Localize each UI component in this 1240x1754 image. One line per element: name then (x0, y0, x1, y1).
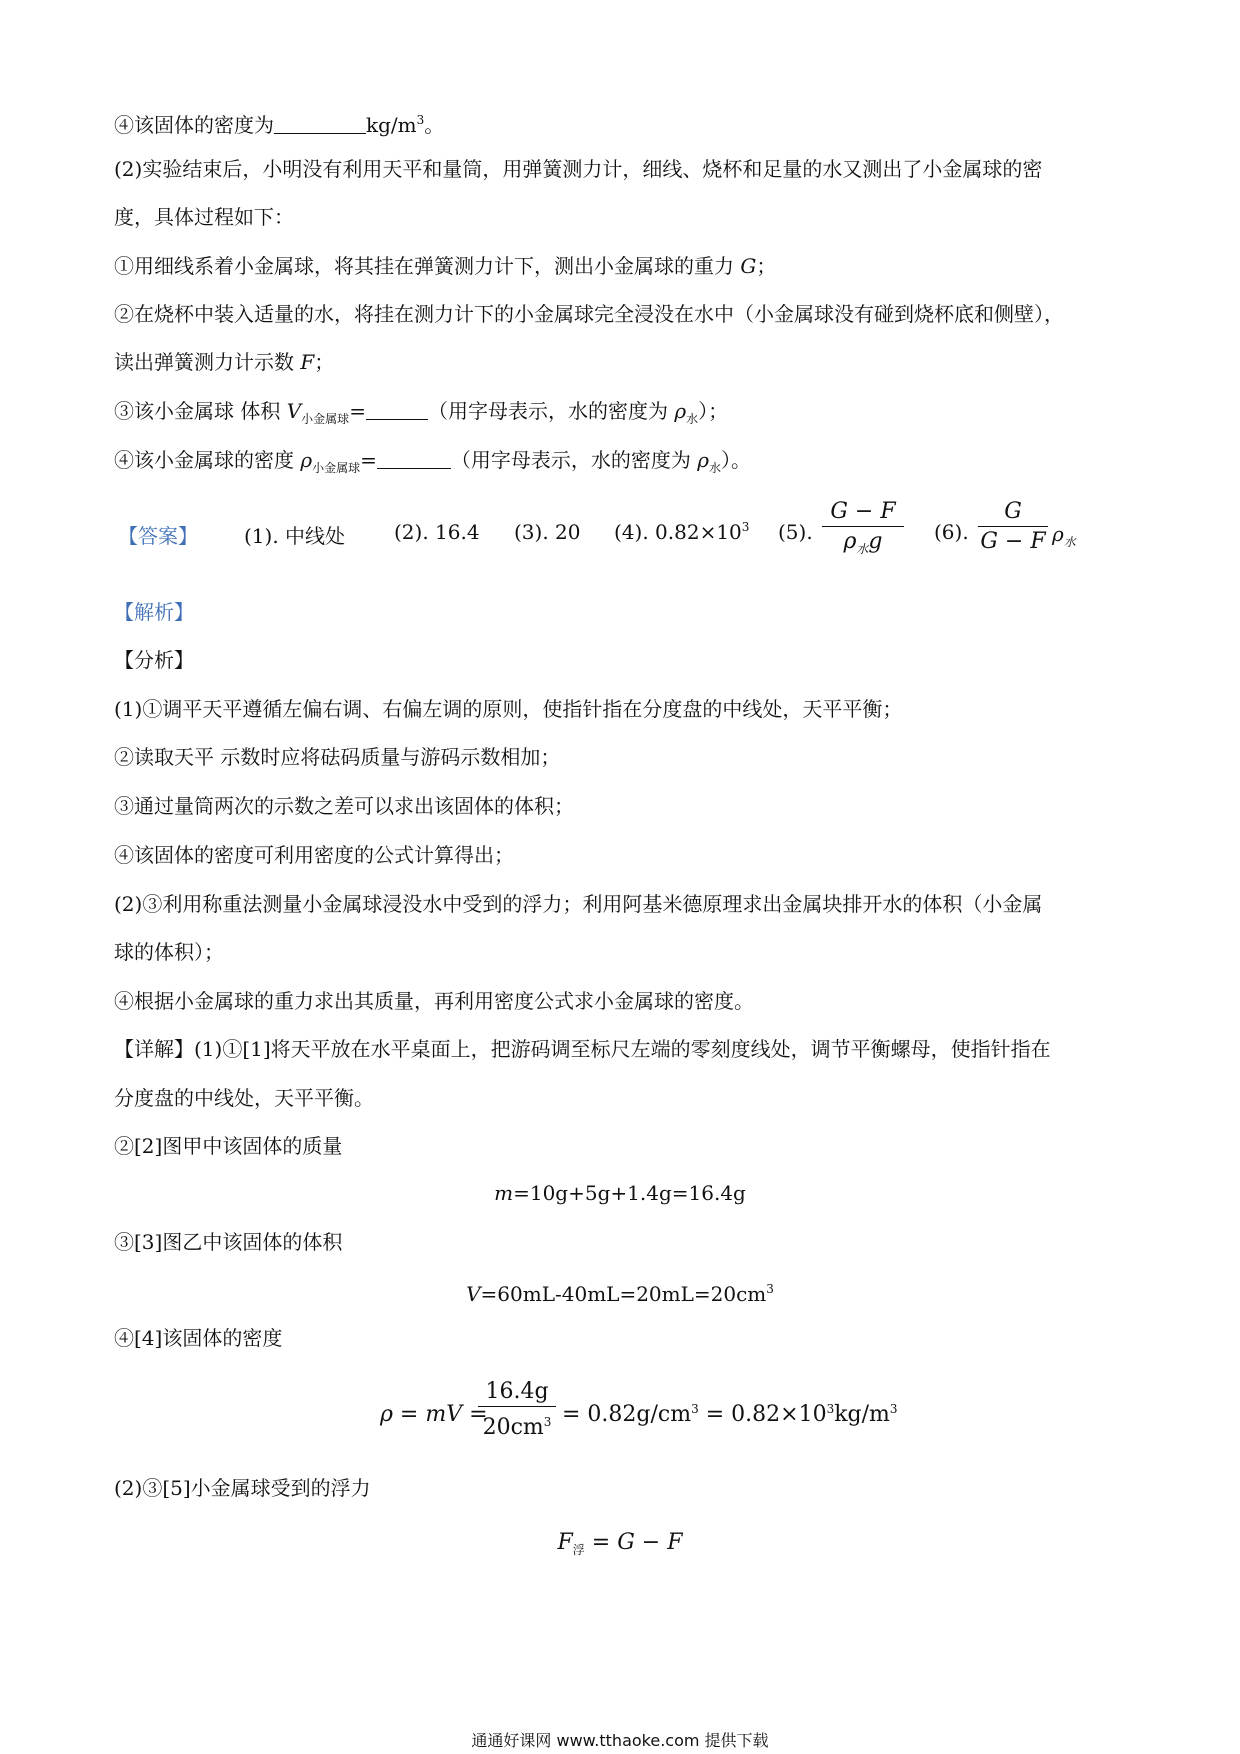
answer-1: (1). 中线处 (244, 524, 346, 548)
detail-p3: ②[2]图甲中该固体的质量 (114, 1134, 343, 1158)
question-step-4: ④该小金属球的密度 $\rho_{小金属球}=$ （用字母表示，水的密度为 $\rho_水$）。 (114, 448, 752, 475)
answer-4: (4). $0.82\times 10^3$ (614, 520, 750, 544)
answer-2: (2). 16.4 (394, 520, 480, 544)
question-step-2-cont: 读出弹簧测力计示数 F； (114, 350, 335, 374)
analysis-p3: ③通过量筒两次的示数之差可以求出该固体的体积； (114, 794, 574, 818)
answer-6-fraction: G G − F (978, 498, 1048, 557)
footer-watermark: 通通好课网 www.tthaoke.com 提供下载 (471, 1731, 769, 1750)
answer-6-label: (6). (934, 520, 969, 544)
analysis-p1: (1)①调平天平遵循左偏右调、右偏左调的原则，使指针指在分度盘的中线处，天平平衡； (114, 697, 903, 721)
answer-blank (274, 111, 366, 134)
question-step-3: ③该小金属球 体积 $V_{小金属球}=$ （用字母表示，水的密度为 $\rho_水$）； (114, 399, 729, 426)
question-step-2: ②在烧杯中装入适量的水，将挂在测力计下的小金属球完全浸没在水中（小金属球没有碰到烧杯底和侧壁）， (114, 302, 1064, 326)
equation-mass: m=10g+5g+1.4g=16.4g (494, 1181, 746, 1205)
answer-row (114, 498, 1114, 568)
fenxi-heading: 【分析】 (114, 648, 194, 672)
answer-5-fraction: G − F $\rho_水g$ (822, 498, 904, 564)
analysis-p7: ④根据小金属球的重力求出其质量，再利用密度公式求小金属球的密度。 (114, 989, 754, 1013)
analysis-p2: ②读取天平 示数时应将砝码质量与游码示数相加； (114, 745, 561, 769)
analysis-p5: (2)③利用称重法测量小金属球浸没水中受到的浮力；利用阿基米德原理求出金属块排开水的体积（小金属 (114, 892, 1043, 916)
detail-p5: ④[4]该固体的密度 (114, 1326, 283, 1350)
analysis-p6: 球的体积）； (114, 940, 224, 964)
answer-blank (377, 446, 451, 469)
jiexi-heading: 【解析】 (114, 600, 194, 624)
question-line-2: (2)实验结束后，小明没有利用天平和量筒，用弹簧测力计，细线、烧杯和足量的水又测出了小金属球的密 (114, 157, 1043, 181)
question-line-3: 度，具体过程如下： (114, 205, 294, 229)
detail-p2: 分度盘的中线处，天平平衡。 (114, 1086, 374, 1110)
answer-6-rho: $\rho_水$ (1052, 522, 1076, 549)
detail-p6: (2)③[5]小金属球受到的浮力 (114, 1476, 371, 1500)
answer-label: 【答案】 (118, 524, 198, 548)
question-line-density-blank: ④该固体的密度为 $kg/m^3$。 (114, 113, 445, 137)
equation-buoyancy: $F_浮 = G - F$ (557, 1530, 683, 1557)
question-step-1: ①用细线系着小金属球，将其挂在弹簧测力计下，测出小金属球的重力 G； (114, 254, 777, 278)
answer-blank (366, 397, 428, 420)
equation-volume: $V=60mL-40mL=20mL=20cm^3$ (466, 1282, 774, 1306)
answer-3: (3). 20 (514, 520, 581, 544)
answer-5-label: (5). (778, 520, 813, 544)
detail-p4: ③[3]图乙中该固体的体积 (114, 1230, 343, 1254)
analysis-p4: ④该固体的密度可利用密度的公式计算得出； (114, 843, 514, 867)
detail-p1: 【详解】(1)①[1]将天平放在水平桌面上，把游码调至标尺左端的零刻度线处，调节平衡螺母，使指针指在 (114, 1037, 1051, 1061)
equation-density: ρ = mV = 16.4g $20cm^3$ = $0.82g/cm^3 = 0.82\times 10^3kg/m^3$ (0, 1378, 1240, 1458)
density-fraction: 16.4g $20cm^3$ (478, 1378, 556, 1443)
